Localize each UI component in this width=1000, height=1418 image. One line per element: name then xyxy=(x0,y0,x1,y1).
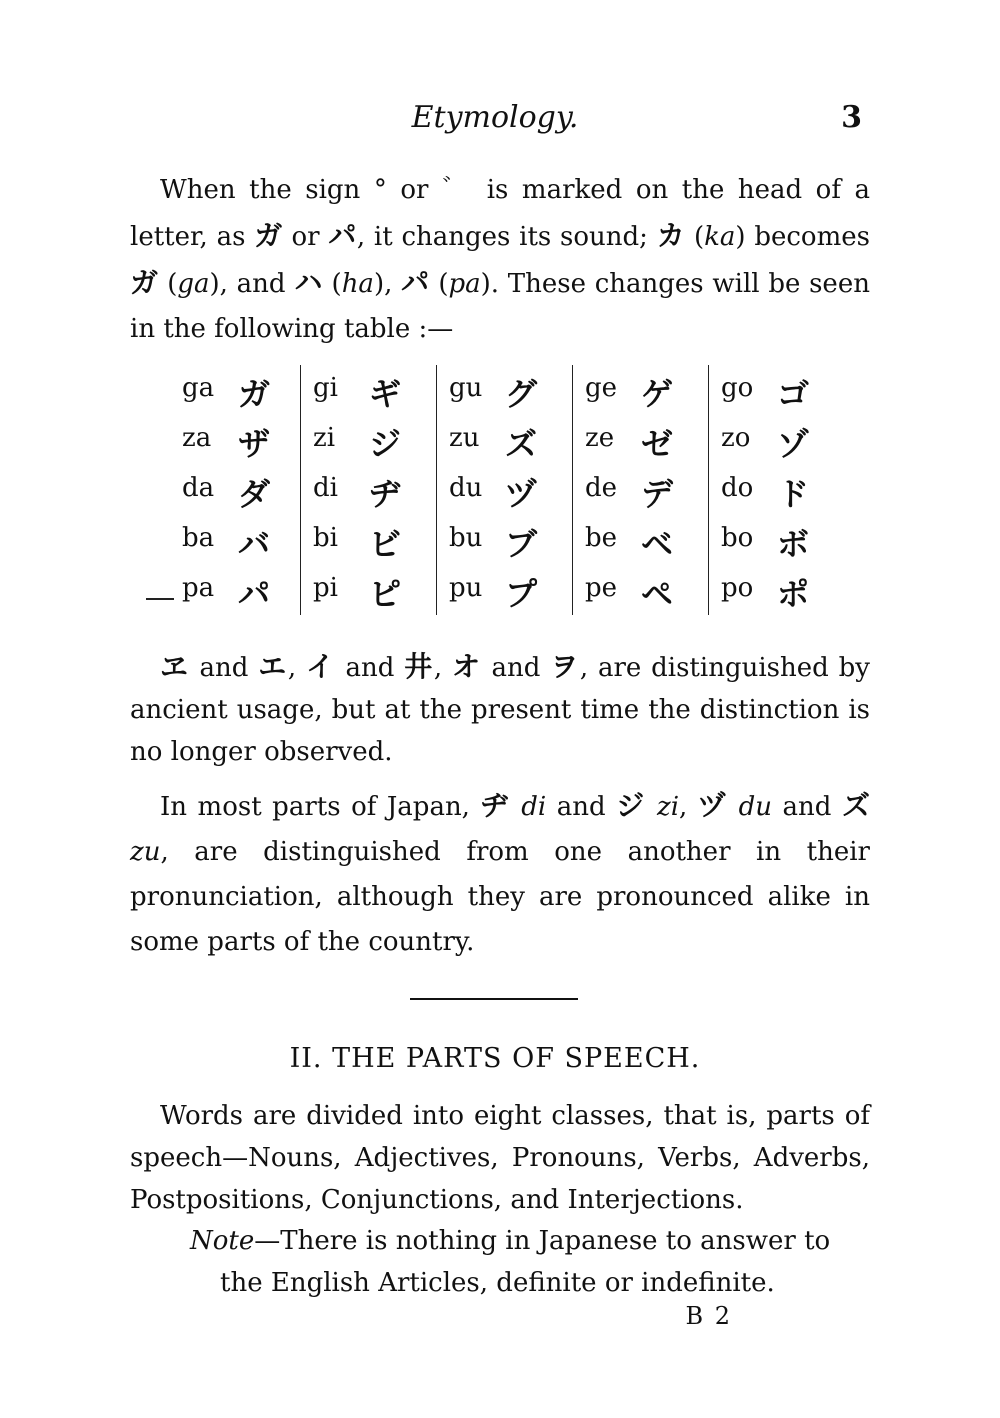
kana-glyph: ハ xyxy=(294,266,323,299)
table-cell xyxy=(573,565,703,615)
kana-glyph: ヲ xyxy=(550,650,580,683)
table-cell xyxy=(437,365,567,415)
syllable-romaji: gi xyxy=(313,373,338,403)
table-cell xyxy=(170,565,300,615)
kana-glyph: パ xyxy=(328,219,357,252)
note-label: Note xyxy=(190,1226,255,1256)
syllable-romaji: bi xyxy=(313,523,338,553)
kana-glyph: ガ xyxy=(254,219,283,252)
syllable-romaji: de xyxy=(585,473,618,503)
table-cell xyxy=(170,465,300,515)
syllable-romaji: po xyxy=(721,573,754,603)
table-cell xyxy=(709,515,839,565)
page-number: 3 xyxy=(841,100,862,135)
table-cell xyxy=(170,415,300,465)
text-run: and xyxy=(189,653,259,683)
syllable-romaji: be xyxy=(585,523,618,553)
syllable-romaji: gu xyxy=(449,373,483,403)
syllable-kana: ベ xyxy=(641,525,674,563)
table-column xyxy=(708,365,810,615)
intro-paragraph xyxy=(130,168,870,352)
syllable-kana: ゼ xyxy=(641,425,674,463)
syllable-romaji: ga xyxy=(182,373,215,403)
text-run: , xyxy=(433,653,452,683)
syllable-kana: ズ xyxy=(505,425,538,463)
kana-glyph: オ xyxy=(451,650,482,683)
romanization: ga xyxy=(177,269,210,299)
table-cell xyxy=(573,515,703,565)
syllable-kana: ゾ xyxy=(777,425,810,463)
table-cell xyxy=(573,415,703,465)
table-cell xyxy=(573,365,703,415)
syllable-romaji: da xyxy=(182,473,215,503)
romanization: ka xyxy=(704,222,736,252)
running-title: Etymology. xyxy=(411,100,579,135)
text-run: , it changes its sound; xyxy=(356,222,657,252)
note-line-2: the English Articles, definite or indefinite. xyxy=(220,1268,775,1298)
text-run: or xyxy=(386,175,442,205)
romanization: di xyxy=(521,792,547,822)
syllable-romaji: pe xyxy=(585,573,618,603)
kana-glyph: ヅ xyxy=(697,789,729,822)
syllable-kana: ブ xyxy=(505,525,538,563)
printer-signature: B 2 xyxy=(685,1302,732,1330)
pronunciation-paragraph xyxy=(130,783,870,965)
syllable-kana: ザ xyxy=(238,425,271,463)
syllable-romaji: zu xyxy=(449,423,480,453)
table-cell xyxy=(709,415,839,465)
syllable-romaji: ba xyxy=(182,523,215,553)
syllable-romaji: zo xyxy=(721,423,751,453)
table-cell xyxy=(573,465,703,515)
syllable-kana: ピ xyxy=(369,575,402,613)
syllable-kana: プ xyxy=(505,575,538,613)
text-run: When the sign xyxy=(160,175,374,205)
kana-glyph: ズ xyxy=(841,789,870,822)
syllable-kana: ガ xyxy=(238,375,271,413)
kana-glyph: イ xyxy=(305,650,336,683)
syllable-kana: ド xyxy=(777,475,810,513)
romanization: pa xyxy=(448,269,481,299)
syllable-romaji: ge xyxy=(585,373,618,403)
syllable-kana: ペ xyxy=(641,575,674,613)
section-divider xyxy=(410,998,578,1000)
kana-glyph: エ xyxy=(258,650,288,683)
kana-glyph: ジ xyxy=(616,789,647,822)
syllable-kana: ギ xyxy=(369,375,402,413)
text-run: and xyxy=(481,653,551,683)
syllable-kana: ヅ xyxy=(505,475,538,513)
syllable-kana: ゴ xyxy=(777,375,810,413)
page-header xyxy=(0,100,1000,140)
parts-of-speech-paragraph: Words are divided into eight classes, that is, parts of speech—Nouns, Adjectives, Pronouns, Verbs, Adverbs, Postpositions, Conjunctions, and Interjections. xyxy=(130,1101,870,1215)
syllable-romaji: pi xyxy=(313,573,338,603)
table-column xyxy=(436,365,538,615)
syllable-romaji: bo xyxy=(721,523,754,553)
text-run: , xyxy=(287,653,306,683)
dakuten-mark: ゛ xyxy=(441,175,474,205)
text-run: , are distinguished by ancient usage, but at the present time the distinction is no longer observed. xyxy=(130,653,870,767)
table-cell xyxy=(301,465,431,515)
syllable-kana: ボ xyxy=(777,525,810,563)
syllable-romaji: du xyxy=(449,473,483,503)
table-cell xyxy=(437,565,567,615)
table-cell xyxy=(301,365,431,415)
table-cell xyxy=(301,515,431,565)
syllable-romaji: bu xyxy=(449,523,483,553)
syllable-romaji: za xyxy=(182,423,212,453)
syllable-romaji: zi xyxy=(313,423,336,453)
handakuten-mark: ° xyxy=(373,175,387,205)
text-run: ( xyxy=(322,269,342,299)
syllable-romaji: pa xyxy=(182,573,215,603)
romanization: zu xyxy=(130,837,161,867)
text-run: In most parts of Japan, xyxy=(160,792,481,822)
syllable-kana: ビ xyxy=(369,525,402,563)
kana-glyph: ガ xyxy=(130,266,159,299)
table-column xyxy=(572,365,674,615)
text-run: , xyxy=(679,792,698,822)
syllable-romaji: pu xyxy=(449,573,483,603)
syllable-kana: デ xyxy=(641,475,674,513)
table-cell xyxy=(301,565,431,615)
table-cell xyxy=(709,465,839,515)
syllable-kana: ダ xyxy=(238,475,271,513)
kana-glyph: カ xyxy=(656,219,686,252)
kana-glyph: ヂ xyxy=(480,789,511,822)
text-run: ( xyxy=(685,222,705,252)
text-run: and xyxy=(335,653,405,683)
text-run: ), xyxy=(373,269,402,299)
syllable-kana: ゲ xyxy=(641,375,674,413)
syllable-romaji: ze xyxy=(585,423,615,453)
kana-table xyxy=(170,365,850,615)
note-line-1: —There is nothing in Japanese to answer to xyxy=(254,1226,831,1256)
table-cell xyxy=(301,415,431,465)
table-cell xyxy=(709,565,839,615)
syllable-kana: ジ xyxy=(369,425,402,463)
romanization: zi xyxy=(657,792,680,822)
syllable-romaji: di xyxy=(313,473,338,503)
table-cell xyxy=(437,515,567,565)
text-run: or xyxy=(282,222,329,252)
table-cell xyxy=(437,465,567,515)
text-run: , are distinguished from one another in their pronunciation, although they are pronounced alike in some parts of the country. xyxy=(130,837,870,957)
kana-glyph: 井 xyxy=(404,650,434,683)
romanization: ha xyxy=(341,269,374,299)
section-heading: II. THE PARTS OF SPEECH. xyxy=(289,1043,701,1074)
kana-glyph: パ xyxy=(401,266,430,299)
text-run: and xyxy=(546,792,617,822)
note xyxy=(190,1220,870,1304)
kana-glyph: ヱ xyxy=(160,650,190,683)
syllable-kana: グ xyxy=(505,375,538,413)
syllable-romaji: go xyxy=(721,373,754,403)
syllable-romaji: do xyxy=(721,473,754,503)
text-run: ), and xyxy=(209,269,295,299)
syllable-kana: バ xyxy=(238,525,271,563)
margin-mark xyxy=(146,598,174,600)
text-run: is marked on the head of a letter, as xyxy=(130,175,870,252)
text-run: and xyxy=(772,792,842,822)
table-cell xyxy=(170,515,300,565)
syllable-kana: パ xyxy=(238,575,271,613)
table-cell xyxy=(709,365,839,415)
text-run: ) becomes xyxy=(735,222,870,252)
syllable-kana: ポ xyxy=(777,575,810,613)
kana-distinction-paragraph xyxy=(130,646,870,773)
table-cell xyxy=(170,365,300,415)
text-run: ( xyxy=(429,269,449,299)
text-run: ( xyxy=(158,269,178,299)
table-cell xyxy=(437,415,567,465)
text-run: ). These changes will be seen in the following table :— xyxy=(130,269,870,344)
syllable-kana: ヂ xyxy=(369,475,402,513)
table-column xyxy=(300,365,402,615)
romanization: du xyxy=(738,792,772,822)
